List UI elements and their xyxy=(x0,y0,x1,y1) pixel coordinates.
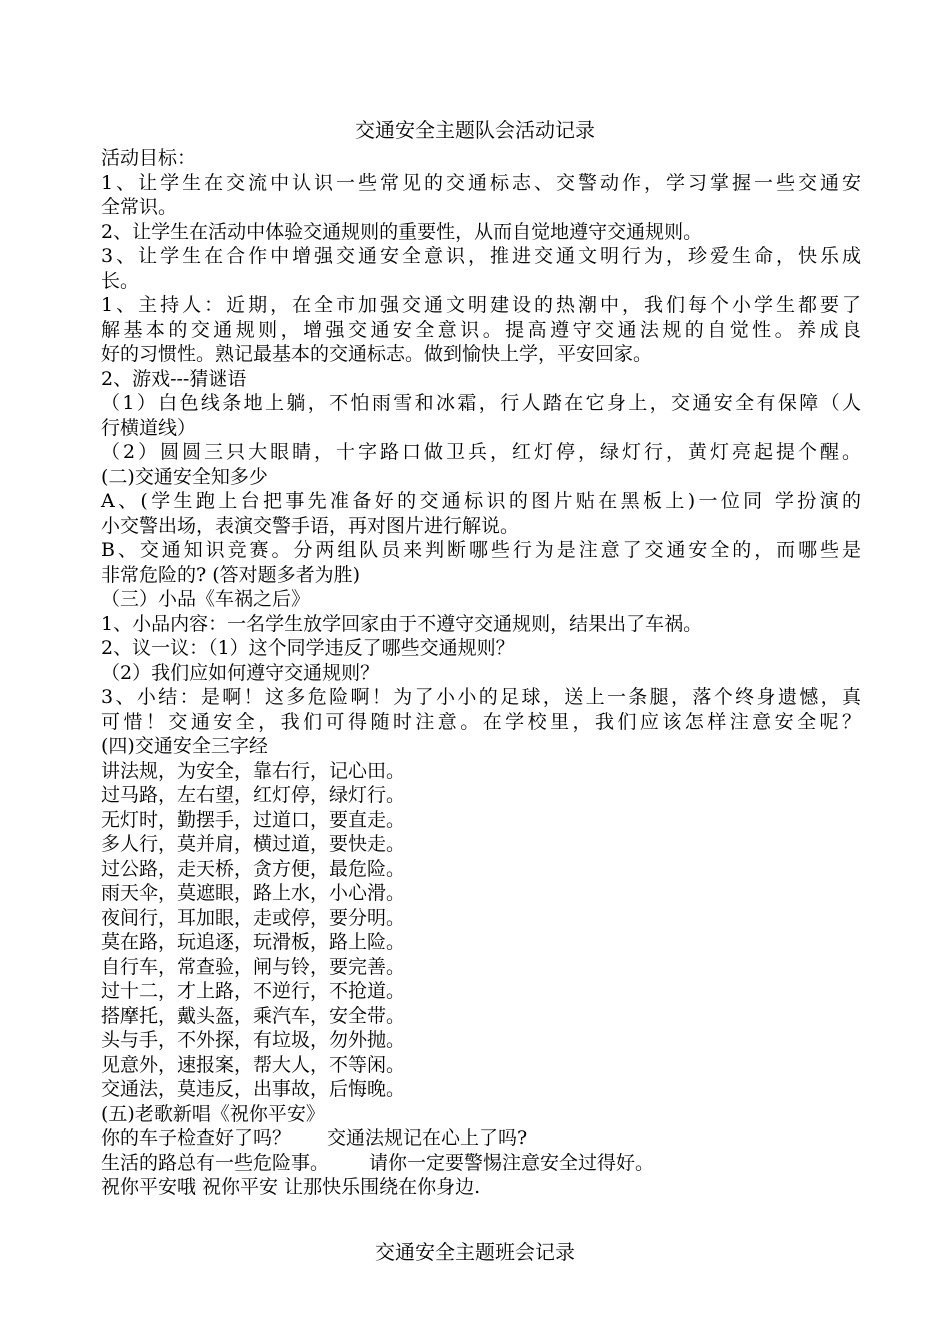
song-line xyxy=(101,1126,861,1151)
text-line: 1、小品内容：一名学生放学回家由于不遵守交通规则，结果出了车祸。 xyxy=(101,612,703,635)
text-line: 多人行，莫并肩，横过道，要快走。 xyxy=(101,833,406,855)
text-line: 活动目标： xyxy=(101,147,197,169)
text-line: （1）白色线条地上躺，不怕雨雪和冰霜，行人踏在它身上，交通安全有保障（人 xyxy=(101,392,861,414)
text-line: 好的习惯性。熟记最基本的交通标志。做到愉快上学，平安回家。 xyxy=(101,343,653,365)
song-phrase: 生活的路总有一些危险事。 xyxy=(101,1151,330,1174)
song-line: 祝你平安哦 祝你平安 让那快乐围绕在你身边. xyxy=(101,1176,481,1198)
text-line: (四)交通安全三字经 xyxy=(101,735,268,757)
text-line: A、(学生跑上台把事先准备好的交通标识的图片贴在黑板上)一位同 学扮演的 xyxy=(101,490,861,512)
text-line: 2、让学生在活动中体验交通规则的重要性，从而自觉地遵守交通规则。 xyxy=(101,220,703,243)
text-line: 行横道线） xyxy=(101,416,197,439)
text-line: （2）圆圆三只大眼睛，十字路口做卫兵，红灯停，绿灯行，黄灯亮起提个醒。 xyxy=(101,441,861,463)
document-title: 交通安全主题队会活动记录 xyxy=(355,118,595,142)
text-line: B、交通知识竞赛。分两组队员来判断哪些行为是注意了交通安全的，而哪些是 xyxy=(101,539,861,561)
text-line: 讲法规，为安全，靠右行，记心田。 xyxy=(101,759,406,782)
text-line: 过马路，左右望，红灯停，绿灯行。 xyxy=(101,784,406,806)
song-line xyxy=(101,1151,861,1176)
text-line: 过十二，才上路，不逆行，不抢道。 xyxy=(101,980,406,1002)
text-line: 过公路，走天桥，贪方便，最危险。 xyxy=(101,857,406,880)
document-body xyxy=(101,146,861,1200)
text-line: 雨天伞，莫遮眼，路上水，小心滑。 xyxy=(101,882,406,904)
text-line: 解基本的交通规则，增强交通安全意识。提高遵守交通法规的自觉性。养成良 xyxy=(101,318,861,341)
text-line: （2）我们应如何遵守交通规则？ xyxy=(101,661,380,684)
text-line: 2、议一议：（1）这个同学违反了哪些交通规则？ xyxy=(101,637,515,659)
text-line: 1、让学生在交流中认识一些常见的交通标志、交警动作，学习掌握一些交通安 xyxy=(101,171,861,194)
text-line: 全常识。 xyxy=(101,196,178,218)
song-phrase: 交通法规记在心上了吗? xyxy=(327,1127,528,1149)
text-line: 可惜！交通安全，我们可得随时注意。在学校里，我们应该怎样注意安全呢？ xyxy=(101,710,861,733)
text-line: 搭摩托，戴头盔，乘汽车，安全带。 xyxy=(101,1004,406,1027)
text-line: 见意外，速报案，帮大人，不等闲。 xyxy=(101,1053,406,1076)
song-phrase: 你的车子检查好了吗？ xyxy=(101,1127,292,1149)
text-line: 非常危险的? (答对题多者为胜) xyxy=(101,563,361,586)
song-phrase: 请你一定要警惕注意安全过得好。 xyxy=(369,1151,655,1174)
text-line: 长。 xyxy=(101,269,140,292)
text-line: 交通法，莫违反，出事故，后悔晚。 xyxy=(101,1078,406,1100)
text-line: 夜间行，耳加眼，走或停，要分明。 xyxy=(101,906,406,929)
text-line: 3、让学生在合作中增强交通安全意识，推进交通文明行为，珍爱生命，快乐成 xyxy=(101,245,861,267)
text-line: 3、小结：是啊！这多危险啊！为了小小的足球，送上一条腿，落个终身遗憾，真 xyxy=(101,686,861,708)
footer-title: 交通安全主题班会记录 xyxy=(375,1240,575,1264)
text-line: (二)交通安全知多少 xyxy=(101,465,268,488)
text-line: （三）小品《车祸之后》 xyxy=(101,588,311,610)
text-line: 自行车，常查验，闸与铃，要完善。 xyxy=(101,955,406,978)
text-line: 小交警出场，表演交警手语，再对图片进行解说。 xyxy=(101,514,520,537)
text-line: 无灯时，勤摆手，过道口，要直走。 xyxy=(101,808,406,831)
text-line: 头与手，不外探，有垃圾，勿外抛。 xyxy=(101,1029,406,1051)
text-line: 莫在路，玩追逐，玩滑板，路上险。 xyxy=(101,931,406,953)
text-line: 2、游戏---猜谜语 xyxy=(101,367,247,390)
text-line: (五)老歌新唱《祝你平安》 xyxy=(101,1102,325,1125)
text-line: 1、主持人：近期，在全市加强交通文明建设的热潮中，我们每个小学生都要了 xyxy=(101,294,861,316)
